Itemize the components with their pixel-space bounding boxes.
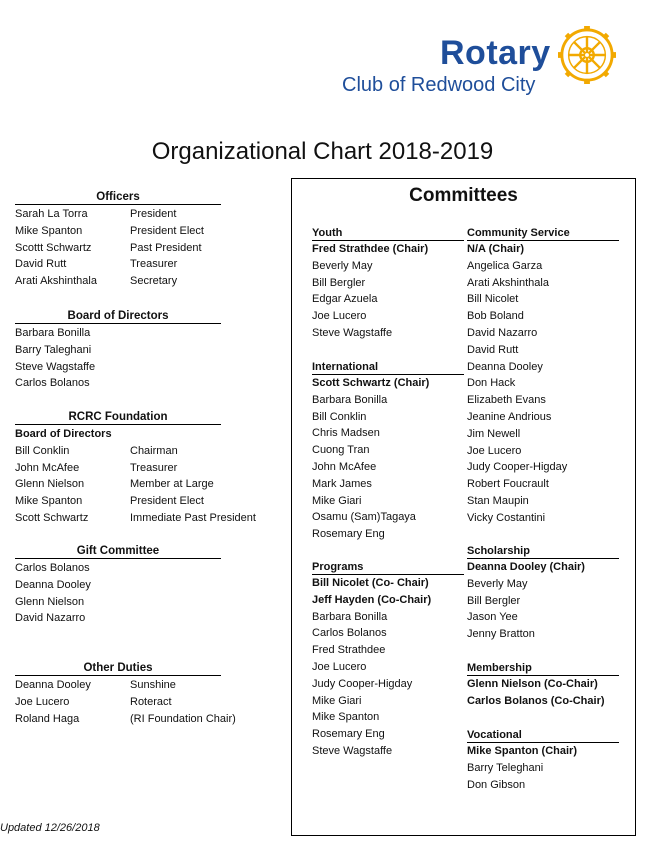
foundation-subheading: Board of Directors [15, 428, 112, 440]
committee-heading: Membership [467, 662, 619, 676]
other-list [15, 677, 236, 727]
member-name: Arati Akshinthala [15, 275, 97, 288]
committee-chair: Carlos Bolanos (Co-Chair) [467, 694, 605, 707]
committee-member: Judy Cooper-Higday [312, 677, 413, 690]
committee-scholarship [467, 545, 619, 643]
committee-member: Mike Giari [312, 494, 362, 507]
member-role: Treasurer [130, 258, 178, 271]
committee-member: Arati Akshinthala [467, 276, 549, 289]
committee-member: Bill Bergler [467, 594, 521, 607]
roster-row [15, 240, 221, 257]
committee-member: John McAfee [312, 460, 377, 473]
member-name: Carlos Bolanos [15, 377, 90, 390]
committee-programs [312, 561, 464, 760]
committee-community-service [467, 227, 619, 527]
member-name: David Rutt [15, 258, 67, 271]
committee-member: Vicky Costantini [467, 511, 546, 524]
member-role: Treasurer [130, 461, 178, 474]
member-name: Barry Taleghani [15, 343, 92, 356]
member-name: Barbara Bonilla [15, 327, 91, 339]
member-name: Steve Wagstaffe [15, 360, 96, 373]
member-name: Joe Lucero [15, 695, 70, 708]
committees-box [291, 178, 636, 836]
member-name: Deanna Dooley [15, 578, 91, 591]
roster-row [15, 443, 256, 460]
committee-heading: International [312, 361, 464, 375]
member-role: President Elect [130, 224, 204, 237]
committee-member: Steve Wagstaffe [312, 326, 393, 339]
committee-member: Jason Yee [467, 611, 518, 624]
committee-member: Rosemary Eng [312, 528, 385, 541]
member-name: Glenn Nielson [15, 595, 85, 608]
committee-membership [467, 662, 619, 710]
logo-wordmark: Rotary [440, 34, 551, 72]
committee-international [312, 361, 464, 543]
roster-row [15, 493, 256, 510]
updated-date: Updated 12/26/2018 [0, 822, 100, 834]
member-role: Chairman [130, 444, 178, 457]
gift-list [15, 560, 221, 627]
committee-member: David Rutt [467, 343, 519, 356]
roster-row [15, 460, 256, 477]
member-role: Member at Large [130, 478, 214, 491]
committee-chair: Glenn Nielson (Co-Chair) [467, 678, 598, 690]
committee-member: Joe Lucero [467, 444, 522, 457]
rotary-logo [340, 26, 640, 106]
committee-list [312, 575, 464, 760]
roster-row [15, 711, 236, 728]
committee-member: Judy Cooper-Higday [467, 461, 568, 474]
rotary-wheel-icon [558, 26, 616, 84]
committee-heading: Vocational [467, 729, 619, 743]
roster-row [15, 476, 256, 493]
officers-list [15, 206, 221, 290]
member-role: President [130, 208, 177, 220]
foundation-list [15, 443, 256, 527]
committee-member: Mike Giari [312, 694, 362, 707]
roster-row [15, 510, 256, 527]
member-name: Deanna Dooley [15, 679, 91, 691]
committee-member: Carlos Bolanos [312, 627, 387, 640]
member-role: Immediate Past President [130, 511, 256, 524]
committee-heading: Community Service [467, 227, 619, 241]
committees-title: Committees [409, 185, 518, 206]
committee-chair: Mike Spanton (Chair) [467, 745, 578, 757]
member-name: Mike Spanton [15, 224, 83, 237]
committee-member: Mike Spanton [312, 711, 380, 724]
committee-chair: N/A (Chair) [467, 243, 525, 255]
committee-member: Bill Bergler [312, 276, 366, 289]
member-role: President Elect [130, 495, 204, 508]
committee-chair: Bill Nicolet (Co- Chair) [312, 577, 429, 589]
roster-row [15, 206, 221, 223]
committee-member: Bill Nicolet [467, 293, 519, 306]
member-name: David Nazarro [15, 612, 86, 625]
member-role: Sunshine [130, 679, 176, 691]
committee-member: Edgar Azuela [312, 293, 378, 306]
committee-member: Jeanine Andrious [467, 410, 552, 423]
committee-list [312, 241, 464, 342]
roster-row [15, 694, 236, 711]
member-name: Carlos Bolanos [15, 562, 90, 574]
committee-chair: Deanna Dooley (Chair) [467, 561, 585, 573]
committee-member: Jim Newell [467, 427, 521, 440]
committee-list [467, 676, 619, 710]
committee-member: Don Hack [467, 377, 516, 390]
committee-member: Bill Conklin [312, 410, 367, 423]
committee-member: Joe Lucero [312, 310, 367, 323]
member-name: Bill Conklin [15, 444, 70, 457]
other-section [15, 662, 236, 727]
committee-member: Cuong Tran [312, 444, 370, 457]
member-name: Sarah La Torra [15, 208, 88, 220]
foundation-heading: RCRC Foundation [15, 411, 221, 425]
officers-section [15, 191, 221, 290]
committee-chair: Scott Schwartz (Chair) [312, 377, 430, 389]
roster-row [15, 273, 221, 290]
committee-heading: Scholarship [467, 545, 619, 559]
committee-heading: Youth [312, 227, 464, 241]
member-name: Glenn Nielson [15, 478, 85, 491]
committee-member: Osamu (Sam)Tagaya [312, 511, 416, 524]
committee-member: Beverly May [467, 577, 528, 590]
committee-member: David Nazarro [467, 326, 538, 339]
committee-member: Jenny Bratton [467, 628, 535, 641]
committee-member: Elizabeth Evans [467, 394, 546, 407]
committee-list [467, 241, 619, 527]
committee-member: Robert Foucrault [467, 478, 549, 491]
committee-member: Angelica Garza [467, 259, 543, 272]
committee-member: Mark James [312, 477, 372, 490]
member-name: Scottt Schwartz [15, 241, 92, 254]
committee-member: Beverly May [312, 259, 373, 272]
member-role: Secretary [130, 275, 178, 288]
board-list [15, 325, 221, 392]
committee-list [467, 559, 619, 643]
committee-member: Rosemary Eng [312, 728, 385, 741]
committee-member: Deanna Dooley [467, 360, 543, 373]
committee-member: Stan Maupin [467, 494, 529, 507]
committee-member: Steve Wagstaffe [312, 744, 393, 757]
committee-member: Barbara Bonilla [312, 610, 388, 623]
member-name: John McAfee [15, 461, 80, 474]
member-name: Scott Schwartz [15, 511, 89, 524]
committee-heading: Programs [312, 561, 464, 575]
committee-member: Bob Boland [467, 310, 524, 323]
roster-row [15, 677, 236, 694]
committee-chair: Jeff Hayden (Co-Chair) [312, 593, 432, 606]
gift-heading: Gift Committee [15, 545, 221, 559]
roster-row [15, 256, 221, 273]
committee-chair: Fred Strathdee (Chair) [312, 243, 429, 255]
member-name: Mike Spanton [15, 495, 83, 508]
committee-list [467, 743, 619, 793]
gift-section [15, 545, 221, 627]
other-heading: Other Duties [15, 662, 221, 676]
board-heading: Board of Directors [15, 310, 221, 324]
page-title: Organizational Chart 2018-2019 [151, 138, 494, 165]
committee-vocational [467, 729, 619, 793]
logo-club-name: Club of Redwood City [342, 74, 536, 96]
committee-member: Barry Teleghani [467, 761, 544, 774]
committee-member: Chris Madsen [312, 427, 380, 440]
member-role: Roteract [130, 695, 172, 708]
member-name: Roland Haga [15, 712, 80, 725]
committee-member: Joe Lucero [312, 660, 367, 673]
roster-row [15, 223, 221, 240]
committee-member: Barbara Bonilla [312, 393, 388, 406]
officers-heading: Officers [15, 191, 221, 205]
committee-member: Fred Strathdee [312, 644, 386, 657]
member-role: Past President [130, 241, 202, 254]
committee-youth [312, 227, 464, 342]
foundation-section [15, 411, 256, 527]
member-role: (RI Foundation Chair) [130, 712, 236, 725]
board-section [15, 310, 221, 392]
committee-list [312, 375, 464, 543]
committee-member: Don Gibson [467, 778, 526, 791]
